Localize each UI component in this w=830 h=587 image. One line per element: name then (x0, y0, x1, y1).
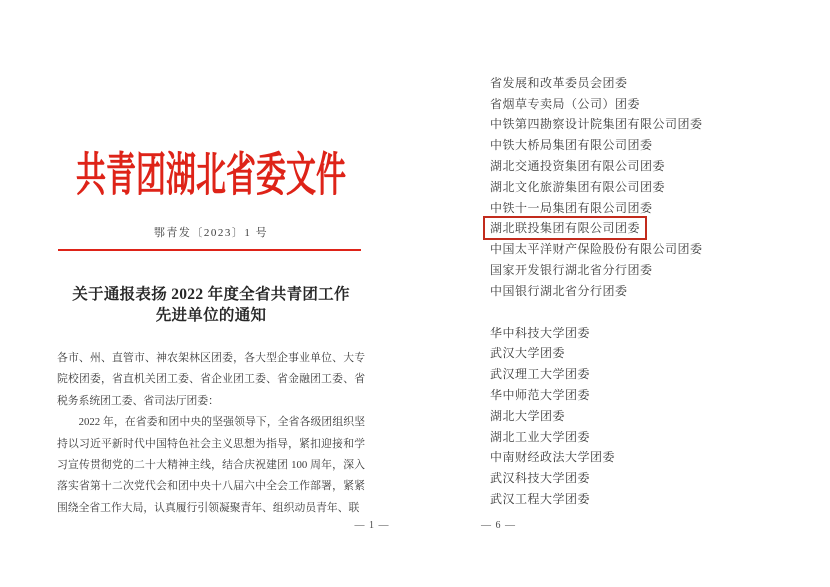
commended-units-group-universities (481, 322, 781, 509)
list-item (481, 259, 781, 280)
list-item (481, 155, 781, 176)
list-item-label: 华中科技大学团委 (490, 325, 591, 340)
document-masthead: 共青团湖北省委文件 (76, 149, 346, 202)
list-item (481, 72, 781, 93)
list-item (481, 93, 781, 114)
red-highlight-box: 湖北联投集团有限公司团委 (483, 216, 647, 240)
list-item-label: 湖北文化旅游集团有限公司团委 (490, 179, 666, 194)
list-item (481, 405, 781, 426)
list-item-label: 武汉大学团委 (490, 346, 566, 361)
list-item-label: 中铁大桥局集团有限公司团委 (490, 138, 653, 153)
list-item (481, 447, 781, 468)
list-item (481, 134, 781, 155)
list-item (481, 426, 781, 447)
list-item-label: 武汉工程大学团委 (490, 492, 591, 507)
list-item (481, 322, 781, 343)
page-left (57, 0, 390, 587)
list-item (481, 343, 781, 364)
page-right (481, 0, 781, 587)
commended-units-group-enterprises (481, 72, 781, 301)
list-item-label: 湖北工业大学团委 (490, 429, 591, 444)
list-item-label: 省发展和改革委员会团委 (490, 75, 628, 90)
list-item-label: 中南财经政法大学团委 (490, 450, 616, 465)
list-item (481, 363, 781, 384)
list-item-label: 武汉科技大学团委 (490, 471, 591, 486)
list-item-label: 国家开发银行湖北省分行团委 (490, 263, 653, 278)
list-item-label: 中铁十一局集团有限公司团委 (490, 200, 653, 215)
notice-title-line2: 先进单位的通知 (155, 307, 267, 324)
list-item-label: 湖北交通投资集团有限公司团委 (490, 159, 666, 174)
highlighted-list-item (481, 218, 781, 239)
notice-body (57, 348, 365, 519)
page-number-left: — 1 — (354, 520, 390, 531)
list-item (481, 238, 781, 259)
list-item (481, 176, 781, 197)
document-number: 鄂青发〔2023〕1 号 (153, 227, 269, 239)
list-item-label: 中国太平洋财产保险股份有限公司团委 (490, 242, 703, 257)
list-item (481, 114, 781, 135)
list-item (481, 467, 781, 488)
body-paragraph-main: 2022 年，在省委和团中央的坚强领导下，全省各级团组织坚持以习近平新时代中国特色社会主义思想为指导，紧扣迎接和学习宣传贯彻党的二十大精神主线，结合庆祝建团 100 周年，深入落实省第十二次党代会和团中央十八届六中全会工作部署，紧紧围绕全省工作大局，认真履行引领凝聚青年、组织动员青年、联 (57, 416, 365, 514)
list-item (481, 488, 781, 509)
red-divider-rule (58, 249, 361, 251)
list-item-label: 省烟草专卖局（公司）团委 (490, 96, 641, 111)
notice-title-line1: 关于通报表扬 2022 年度全省共青团工作 (72, 286, 350, 303)
notice-title (57, 284, 365, 326)
list-item-label: 中铁第四勘察设计院集团有限公司团委 (490, 117, 703, 132)
list-item (481, 280, 781, 301)
body-paragraph-salutation: 各市、州、直管市、神农架林区团委，各大型企事业单位、大专院校团委，省直机关团工委、省企业团工委、省金融团工委、省税务系统团工委、省司法厅团委： (57, 352, 365, 407)
page-number-right: — 6 — (481, 520, 516, 531)
list-item-label: 中国银行湖北省分行团委 (490, 283, 628, 298)
commended-units-list (481, 72, 781, 509)
list-item (481, 384, 781, 405)
group-spacer (481, 301, 781, 322)
list-item-label: 武汉理工大学团委 (490, 367, 591, 382)
list-item-label: 华中师范大学团委 (490, 388, 591, 403)
list-item-label: 湖北大学团委 (490, 408, 566, 423)
list-item (481, 197, 781, 218)
